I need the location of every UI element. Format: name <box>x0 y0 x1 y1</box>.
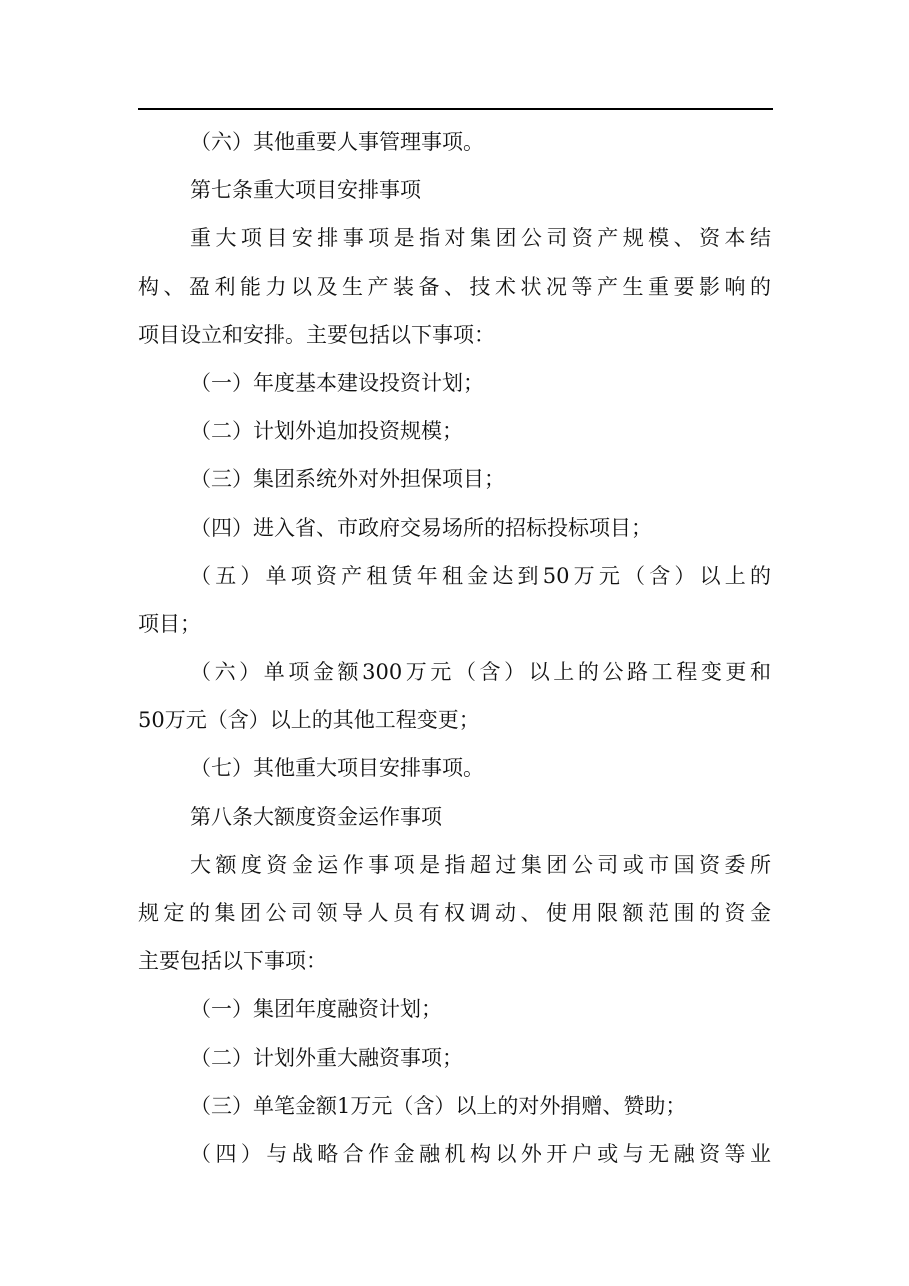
text-line: （一）集团年度融资计划； <box>190 997 442 1022</box>
header-rule <box>138 108 773 110</box>
text-line: 项目； <box>138 611 201 636</box>
text-line: 规定的集团公司领导人员有权调动、使用限额范围的资金 <box>138 901 771 925</box>
text-line: 项目设立和安排。主要包括以下事项： <box>138 322 495 347</box>
text-line: 第八条大额度资金运作事项 <box>190 804 442 829</box>
text-line: （三）单笔金额1万元（含）以上的对外捐赠、赞助； <box>190 1093 687 1118</box>
text-line: （四）进入省、市政府交易场所的招标投标项目； <box>190 515 652 540</box>
text-line: （七）其他重大项目安排事项。 <box>190 756 484 781</box>
text-line: 50万元（含）以上的其他工程变更； <box>138 708 480 733</box>
text-line: 第七条重大项目安排事项 <box>190 178 421 203</box>
text-line: 大额度资金运作事项是指超过集团公司或市国资委所 <box>190 852 771 877</box>
text-line: （四）与战略合作金融机构以外开户或与无融资等业 <box>190 1141 771 1166</box>
text-line: （五）单项资产租赁年租金达到50万元（含）以上的 <box>190 563 771 588</box>
text-line: 主要包括以下事项： <box>138 949 327 974</box>
text-line: （一）年度基本建设投资计划； <box>190 370 484 395</box>
document-body <box>138 118 771 1178</box>
text-line: 重大项目安排事项是指对集团公司资产规模、资本结 <box>190 226 771 251</box>
text-line: （三）集团系统外对外担保项目； <box>190 467 505 492</box>
text-line: 构、盈利能力以及生产装备、技术状况等产生重要影响的 <box>138 274 771 299</box>
text-line: （二）计划外追加投资规模； <box>190 419 463 444</box>
text-line: （六）单项金额300万元（含）以上的公路工程变更和 <box>190 660 771 685</box>
text-line: （二）计划外重大融资事项； <box>190 1045 463 1070</box>
text-line: （六）其他重要人事管理事项。 <box>190 130 484 154</box>
